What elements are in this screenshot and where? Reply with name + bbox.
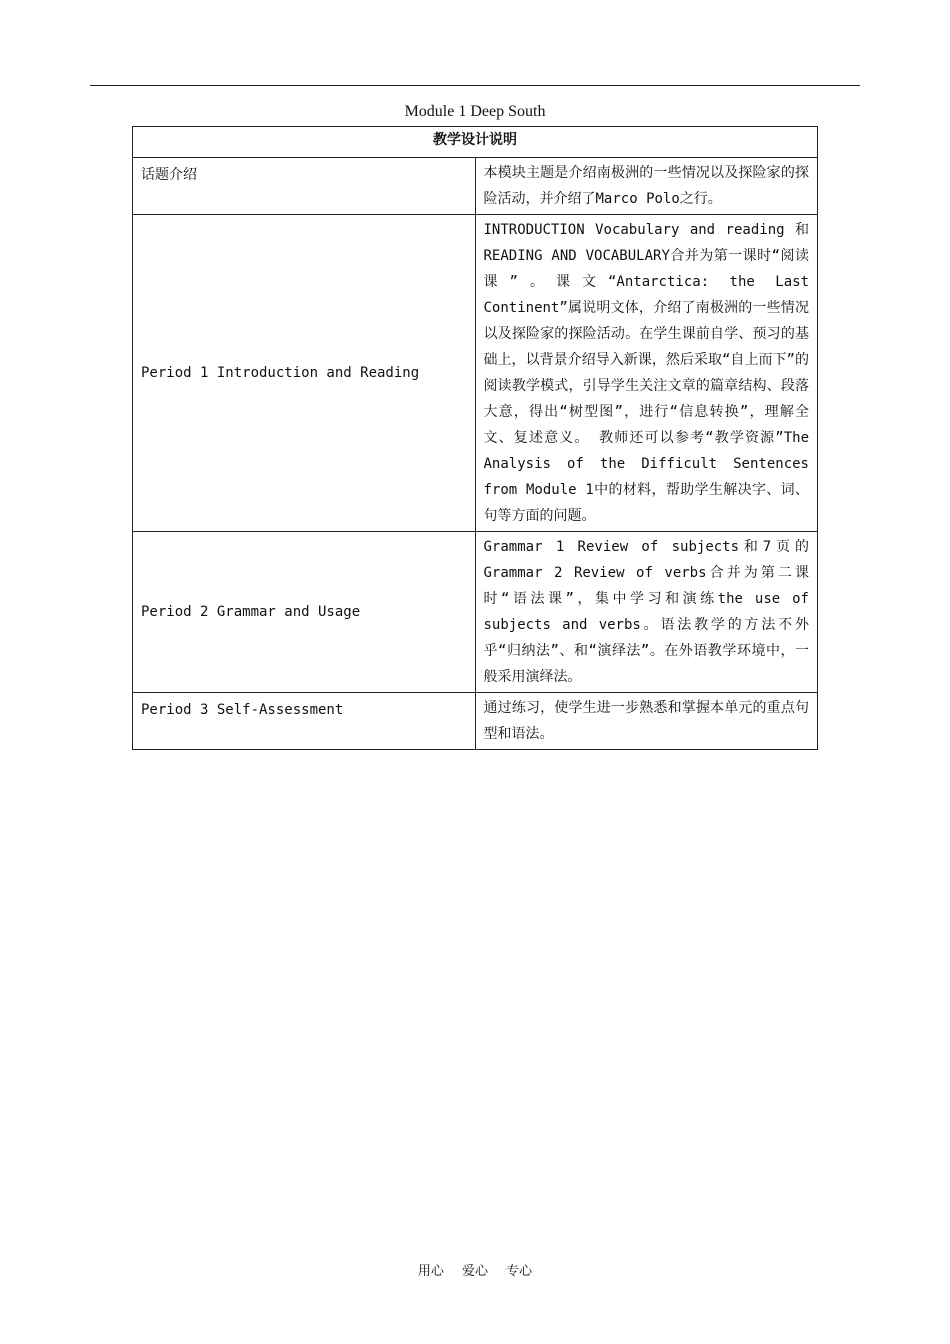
row-content-period-2: Grammar 1 Review of subjects和7页的Grammar 2 Review of verbs合并为第二课时“语法课”，集中学习和演练the use of subjects and verbs。语法教学的方法不外乎“归纳法”、和“演绎法”。在外语教学环境中，一般采用演绎法。 <box>475 532 818 693</box>
document-title: Module 1 Deep South <box>404 103 546 120</box>
header-rule <box>90 85 860 86</box>
table-row <box>133 693 818 750</box>
row-content-topic: 本模块主题是介绍南极洲的一些情况以及探险家的探险活动，并介绍了Marco Polo之行。 <box>475 158 818 215</box>
row-label-period-2: Period 2 Grammar and Usage <box>133 532 476 693</box>
table-row <box>133 532 818 693</box>
row-content-period-3: 通过练习，使学生进一步熟悉和掌握本单元的重点句型和语法。 <box>475 693 818 750</box>
table-header: 教学设计说明 <box>133 127 818 158</box>
table-row <box>133 215 818 532</box>
table-row <box>133 158 818 215</box>
row-content-period-1: INTRODUCTION Vocabulary and reading 和READING AND VOCABULARY合并为第一课时“阅读课”。课文“Antarctica: the Last Continent”属说明文体，介绍了南极洲的一些情况以及探险家的探险活动。在学生课前自学、预习的基础上，以背景介绍导入新课，然后采取“自上而下”的阅读教学模式，引导学生关注文章的篇章结构、段落大意，得出“树型图”，进行“信息转换”，理解全文、复述意义。 教师还可以参考“教学资源”The Analysis of the Difficult Sentences from Module 1中的材料，帮助学生解决字、词、句等方面的问题。 <box>475 215 818 532</box>
row-label-topic: 话题介绍 <box>133 158 476 215</box>
teaching-design-table <box>132 126 818 750</box>
page-footer: 用心 爱心 专心 <box>417 1264 533 1279</box>
row-label-period-3: Period 3 Self-Assessment <box>133 693 476 750</box>
table-header-row <box>133 127 818 158</box>
row-label-period-1: Period 1 Introduction and Reading <box>133 215 476 532</box>
